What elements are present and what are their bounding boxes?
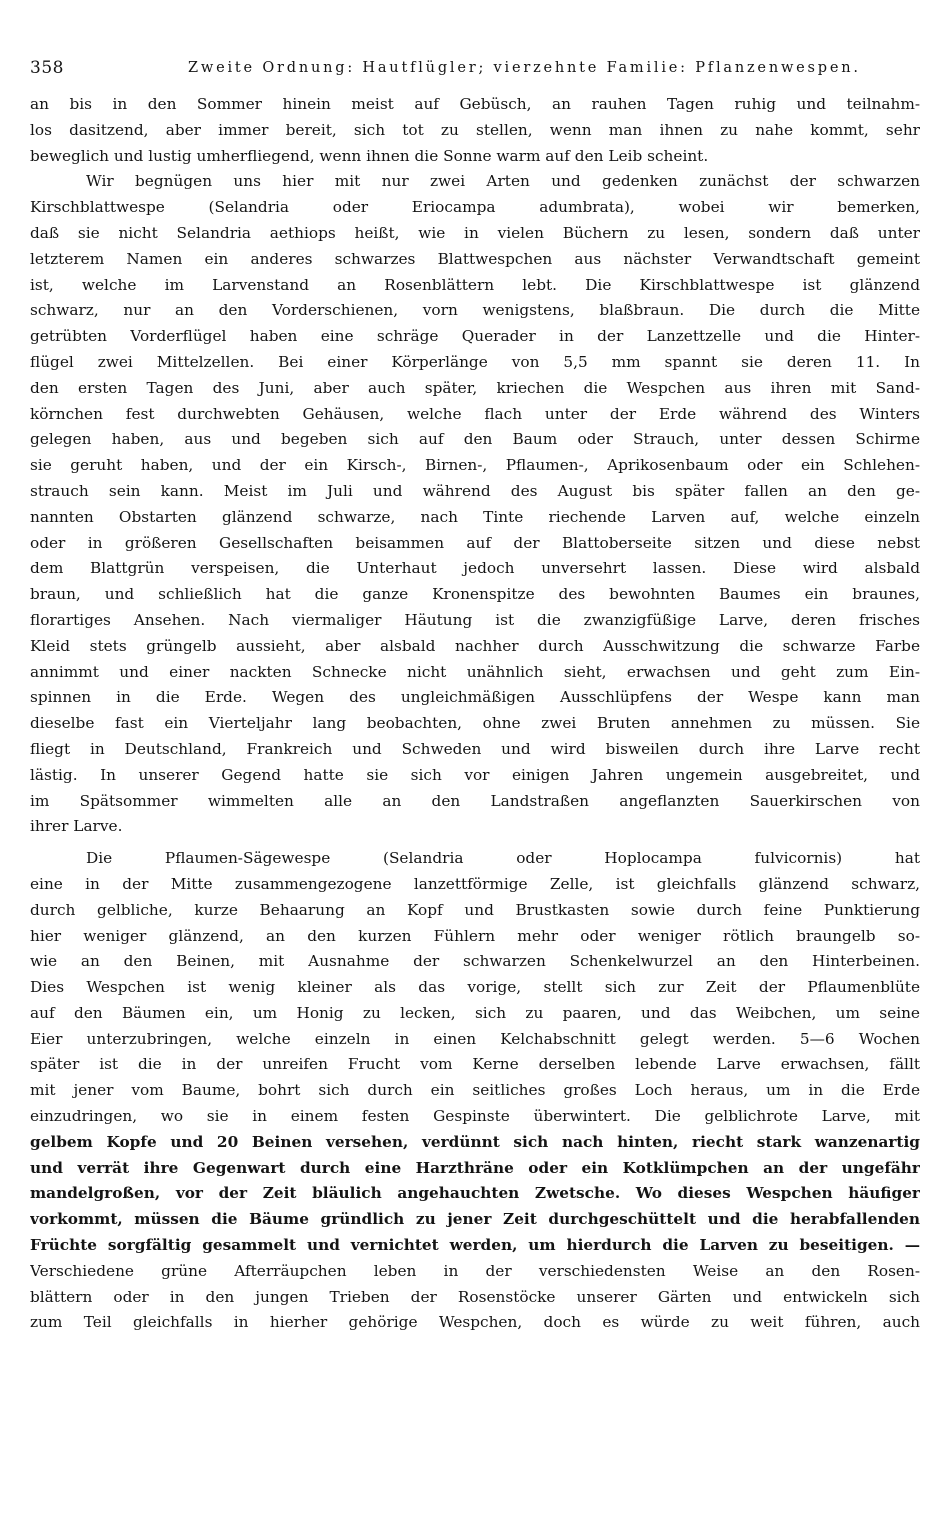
text-line: nannten Obstarten glänzend schwarze, nach Tinte riechende Larven auf, welche einzeln <box>30 507 920 526</box>
text-line: schwarz, nur an den Vorderschienen, vorn wenigstens, blaßbraun. Die durch die Mitte <box>30 301 920 320</box>
text-line: vorkommt, müssen die Bäume gründlich zu jener Zeit durchgeschüttelt und die herabfallenden <box>30 1210 920 1229</box>
text-line: den ersten Tagen des Juni, aber auch später, kriechen die Wespchen aus ihren mit Sand- <box>30 378 920 397</box>
text-line: Wir begnügen uns hier mit nur zwei Arten und gedenken zunächst der schwarzen <box>86 172 920 191</box>
text-line: lästig. In unserer Gegend hatte sie sich vor einigen Jahren ungemein ausgebreitet, und <box>30 765 920 784</box>
text-line: dem Blattgrün verspeisen, die Unterhaut jedoch unversehrt lassen. Diese wird alsbald <box>30 559 920 578</box>
running-head <box>30 58 920 84</box>
text-line: florartiges Ansehen. Nach viermaliger Häutung ist die zwanzigfüßige Larve, deren frisches <box>30 610 920 629</box>
text-line: fliegt in Deutschland, Frankreich und Schweden und wird bisweilen durch ihre Larve recht <box>30 739 920 758</box>
paragraph <box>30 92 920 169</box>
text-line: mandelgroßen, vor der Zeit bläulich angehauchten Zwetsche. Wo dieses Wespchen häufiger <box>30 1184 920 1203</box>
text-line: braun, und schließlich hat die ganze Kronenspitze des bewohnten Baumes ein braunes, <box>30 585 920 604</box>
text-line: letzterem Namen ein anderes schwarzes Blattwespchen aus nächster Verwandtschaft gemeint <box>30 249 920 268</box>
text-line: Eier unterzubringen, welche einzeln in einen Kelchabschnitt gelegt werden. 5—6 Wochen <box>30 1029 920 1048</box>
text-line: zum Teil gleichfalls in hierher gehörige Wespchen, doch es würde zu weit führen, auch <box>30 1313 920 1332</box>
text-line: auf den Bäumen ein, um Honig zu lecken, sich zu paaren, und das Weibchen, um seine <box>30 1003 920 1022</box>
paragraph <box>30 169 920 840</box>
running-title: Zweite Ordnung: Hautflügler; vierzehnte Familie: Pflanzenwespen. <box>188 60 861 76</box>
text-line: ist, welche im Larvenstand an Rosenblättern lebt. Die Kirschblattwespe ist glänzend <box>30 275 920 294</box>
text-line: im Spätsommer wimmelten alle an den Landstraßen angeflanzten Sauerkirschen von <box>30 791 920 810</box>
body-text <box>30 92 920 1336</box>
text-line: Kleid stets grüngelb aussieht, aber alsbald nachher durch Ausschwitzung die schwarze Farbe <box>30 636 920 655</box>
page-number: 358 <box>30 58 64 78</box>
text-line: später ist die in der unreifen Frucht vom Kerne derselben lebende Larve erwachsen, fällt <box>30 1055 920 1074</box>
text-line: Kirschblattwespe (Selandria oder Eriocampa adumbrata), wobei wir bemerken, <box>30 198 920 217</box>
text-line: Früchte sorgfältig gesammelt und vernichtet werden, um hierdurch die Larven zu beseitigen. — <box>30 1236 920 1255</box>
text-line: eine in der Mitte zusammengezogene lanzettförmige Zelle, ist gleichfalls glänzend schwarz, <box>30 874 920 893</box>
text-line: daß sie nicht Selandria aethiops heißt, wie in vielen Büchern zu lesen, sondern daß unter <box>30 223 920 242</box>
text-line: gelbem Kopfe und 20 Beinen versehen, verdünnt sich nach hinten, riecht stark wanzenartig <box>30 1132 920 1151</box>
text-line: hier weniger glänzend, an den kurzen Fühlern mehr oder weniger rötlich braungelb so- <box>30 926 920 945</box>
text-line: körnchen fest durchwebten Gehäusen, welche flach unter der Erde während des Winters <box>30 404 920 423</box>
text-line: durch gelbliche, kurze Behaarung an Kopf und Brustkasten sowie durch feine Punktierung <box>30 900 920 919</box>
paragraph <box>30 846 920 1336</box>
text-line: los dasitzend, aber immer bereit, sich tot zu stellen, wenn man ihnen zu nahe kommt, sehr <box>30 120 920 139</box>
text-line: sie geruht haben, und der ein Kirsch-, Birnen-, Pflaumen-, Aprikosenbaum oder ein Schlehen- <box>30 456 920 475</box>
text-line: mit jener vom Baume, bohrt sich durch ein seitliches großes Loch heraus, um in die Erde <box>30 1081 920 1100</box>
text-line: ihrer Larve. <box>30 817 123 836</box>
text-line: flügel zwei Mittelzellen. Bei einer Körperlänge von 5,5 mm spannt sie deren 11. In <box>30 352 920 371</box>
text-line: oder in größeren Gesellschaften beisammen auf der Blattoberseite sitzen und diese nebst <box>30 533 920 552</box>
text-line: Dies Wespchen ist wenig kleiner als das vorige, stellt sich zur Zeit der Pflaumenblüte <box>30 978 920 997</box>
text-line: einzudringen, wo sie in einem festen Gespinste überwintert. Die gelblichrote Larve, mit <box>30 1107 920 1126</box>
text-line: getrübten Vorderflügel haben eine schräge Querader in der Lanzettzelle und die Hinter- <box>30 327 920 346</box>
text-line: Verschiedene grüne Afterräupchen leben in der verschiedensten Weise an den Rosen- <box>30 1261 920 1280</box>
text-line: beweglich und lustig umherfliegend, wenn ihnen die Sonne warm auf den Leib scheint. <box>30 146 709 165</box>
text-line: an bis in den Sommer hinein meist auf Gebüsch, an rauhen Tagen ruhig und teilnahm- <box>30 95 920 113</box>
text-line: dieselbe fast ein Vierteljahr lang beobachten, ohne zwei Bruten annehmen zu müssen. Sie <box>30 714 920 733</box>
text-line: wie an den Beinen, mit Ausnahme der schwarzen Schenkelwurzel an den Hinterbeinen. <box>30 952 920 971</box>
text-line: spinnen in die Erde. Wegen des ungleichmäßigen Ausschlüpfens der Wespe kann man <box>30 688 920 707</box>
text-line: annimmt und einer nackten Schnecke nicht unähnlich sieht, erwachsen und geht zum Ein- <box>30 662 920 681</box>
text-line: gelegen haben, aus und begeben sich auf den Baum oder Strauch, unter dessen Schirme <box>30 430 920 449</box>
text-line: blättern oder in den jungen Trieben der Rosenstöcke unserer Gärten und entwickeln sich <box>30 1287 920 1306</box>
text-line: und verrät ihre Gegenwart durch eine Harzthräne oder ein Kotklümpchen an der ungefähr <box>30 1158 920 1177</box>
text-line: strauch sein kann. Meist im Juli und während des August bis später fallen an den ge- <box>30 481 920 500</box>
text-line: Die Pflaumen-Sägewespe (Selandria oder Hoplocampa fulvicornis) hat <box>86 849 920 868</box>
